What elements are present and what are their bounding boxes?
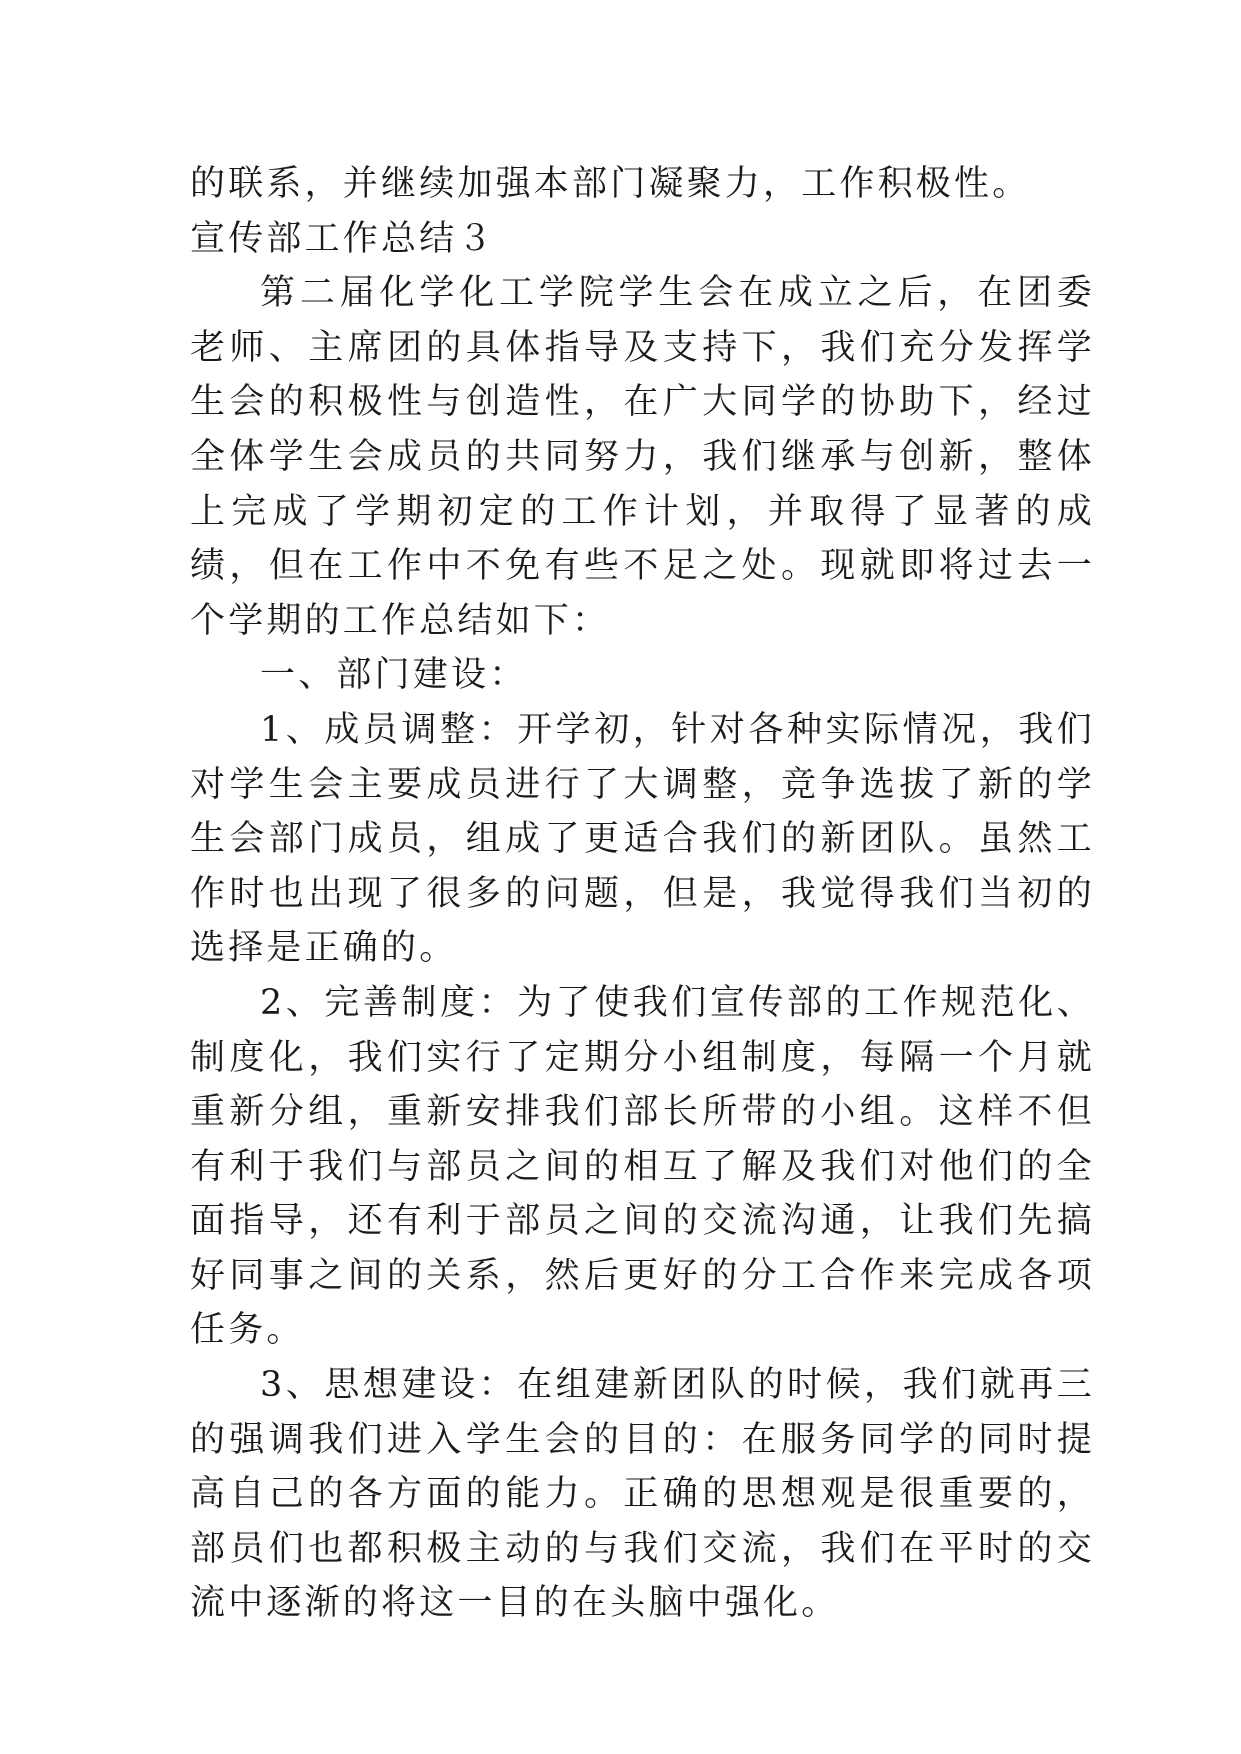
document-body xyxy=(190,157,1095,1631)
paragraph-continuation: 的联系，并继续加强本部门凝聚力，工作积极性。 xyxy=(190,164,1031,204)
paragraph-ideological-building: 3、思想建设：在组建新团队的时候，我们就再三的强调我们进入学生会的目的：在服务同学的同时提高自己的各方面的能力。正确的思想观是很重要的，部员们也都积极主动的与我们交流，我们在平时的交流中逐渐的将这一目的在头脑中强化。 xyxy=(190,1365,1095,1624)
paragraph-system-improvement: 2、完善制度：为了使我们宣传部的工作规范化、制度化，我们实行了定期分小组制度，每隔一个月就重新分组，重新安排我们部长所带的小组。这样不但有利于我们与部员之间的相互了解及我们对他们的全面指导，还有利于部员之间的交流沟通，让我们先搞好同事之间的关系，然后更好的分工合作来完成各项任务。 xyxy=(190,982,1095,1351)
section-title: 宣传部工作总结３ xyxy=(190,218,496,259)
heading-department-building: 一、部门建设： xyxy=(260,655,528,696)
paragraph-member-adjustment: 1、成员调整：开学初，针对各种实际情况，我们对学生会主要成员进行了大调整，竞争选拔了新的学生会部门成员，组成了更适合我们的新团队。虽然工作时也出现了很多的问题，但是，我觉得我们当初的选择是正确的。 xyxy=(190,709,1095,969)
paragraph-intro: 第二届化学化工学院学生会在成立之后，在团委老师、主席团的具体指导及支持下，我们充分发挥学生会的积极性与创造性，在广大同学的协助下，经过全体学生会成员的共同努力，我们继承与创新，整体上完成了学期初定的工作计划，并取得了显著的成绩，但在工作中不免有些不足之处。现就即将过去一个学期的工作总结如下： xyxy=(190,273,1095,641)
